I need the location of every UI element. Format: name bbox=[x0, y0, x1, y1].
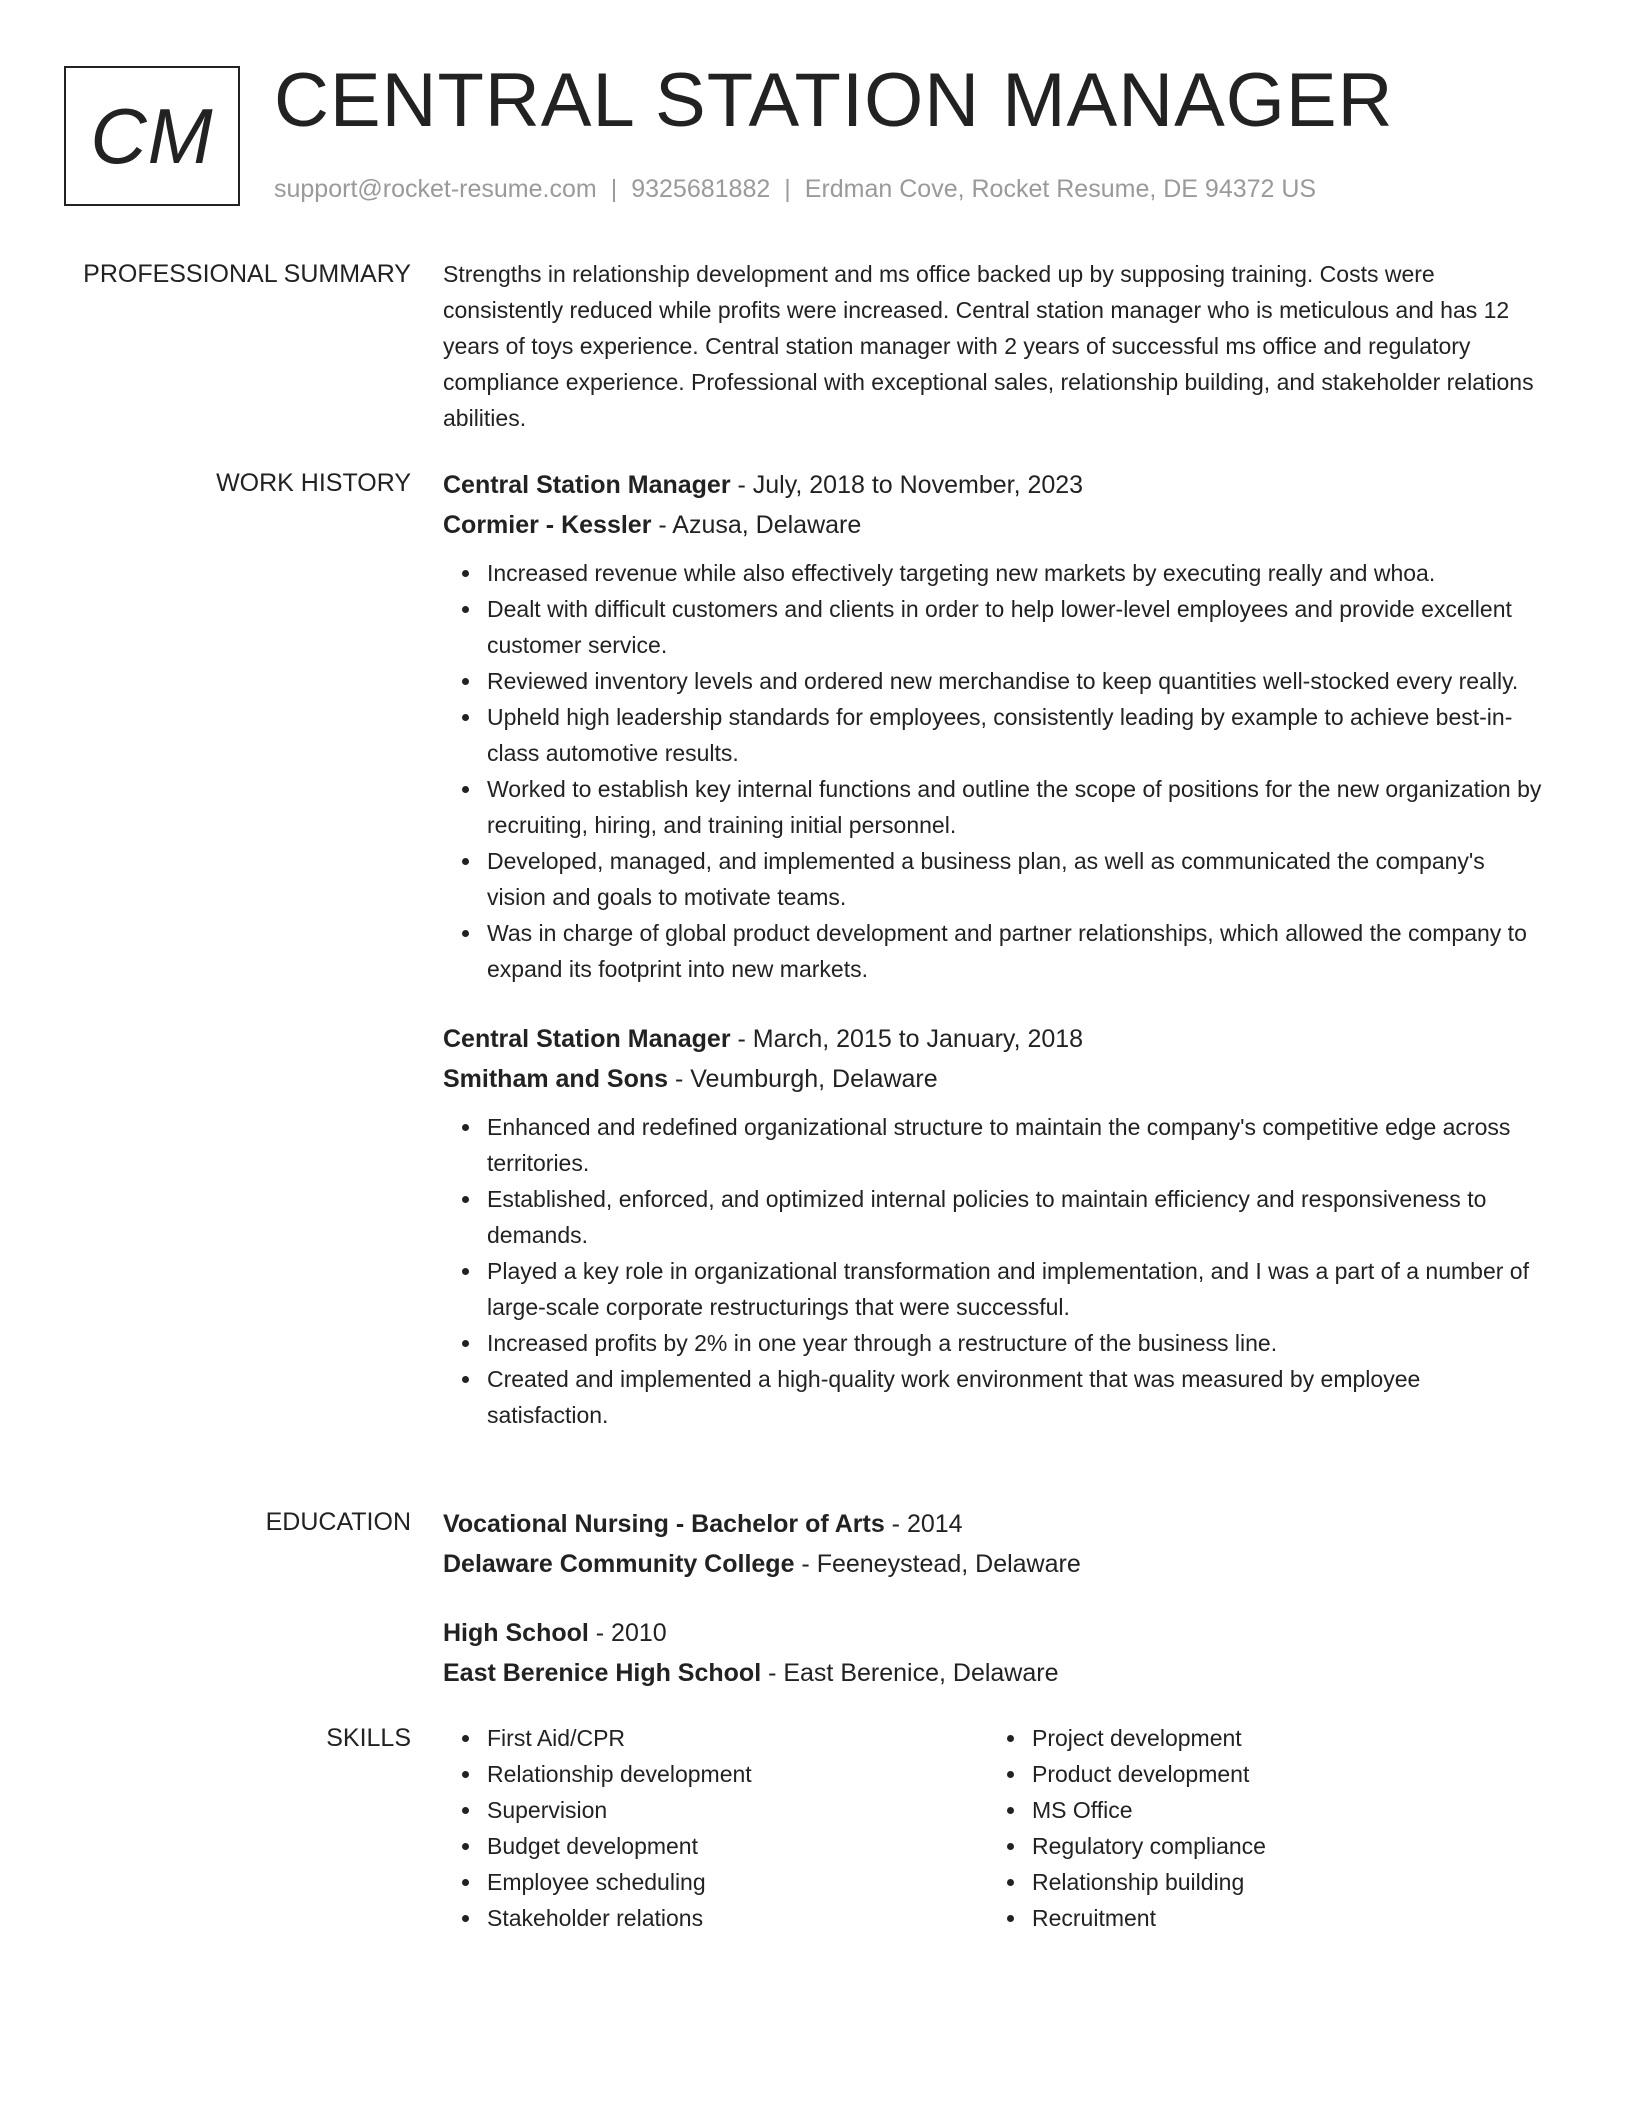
summary-text: Strengths in relationship development and ms office backed up by supposing training. Costs were consistently reduced while profits were increased. Central station manager who is meticulous and has 12 years of toys experience. Central station manager with 2 years of successful ms office and regulatory compliance experience. Professional with exceptional sales, relationship building, and stakeholder relations abilities. bbox=[443, 261, 1534, 431]
job-title-line bbox=[443, 1019, 1543, 1059]
contact-separator: | bbox=[610, 175, 618, 203]
job-bullet: Established, enforced, and optimized internal policies to maintain efficiency and responsiveness to demands. bbox=[487, 1181, 1543, 1253]
skills-column-left bbox=[443, 1720, 988, 1936]
skill-item: Employee scheduling bbox=[487, 1864, 988, 1900]
monogram-initials: CM bbox=[90, 91, 214, 180]
education-location: - East Berenice, Delaware bbox=[761, 1659, 1059, 1687]
contact-phone[interactable]: 9325681882 bbox=[631, 175, 771, 203]
skills-body bbox=[443, 1720, 1543, 1936]
job-bullet: Enhanced and redefined organizational structure to maintain the company's competitive edge across territories. bbox=[487, 1109, 1543, 1181]
job-title: Central Station Manager bbox=[443, 471, 731, 499]
job-bullet-list bbox=[443, 555, 1543, 987]
skill-item: Budget development bbox=[487, 1828, 988, 1864]
skill-item: Product development bbox=[1032, 1756, 1533, 1792]
contact-address: Erdman Cove, Rocket Resume, DE 94372 US bbox=[804, 175, 1317, 203]
job-bullet: Reviewed inventory levels and ordered new merchandise to keep quantities well-stocked every really. bbox=[487, 663, 1543, 699]
contact-email[interactable]: support@rocket-resume.com bbox=[274, 175, 597, 203]
contact-line bbox=[274, 172, 1316, 206]
skill-item: Project development bbox=[1032, 1720, 1533, 1756]
job-bullet: Upheld high leadership standards for employees, consistently leading by example to achieve best-in-class automotive results. bbox=[487, 699, 1543, 771]
job-entry bbox=[443, 465, 1543, 987]
education-school-line bbox=[443, 1544, 1543, 1584]
skill-item: Stakeholder relations bbox=[487, 1900, 988, 1936]
skill-item: Supervision bbox=[487, 1792, 988, 1828]
work-history-body bbox=[443, 465, 1543, 1465]
job-title-line bbox=[443, 465, 1543, 505]
skill-item: First Aid/CPR bbox=[487, 1720, 988, 1756]
education-year: - 2010 bbox=[588, 1619, 667, 1647]
job-company-line bbox=[443, 505, 1543, 545]
job-dates: - July, 2018 to November, 2023 bbox=[730, 471, 1084, 499]
education-body bbox=[443, 1504, 1543, 1722]
job-title: Central Station Manager bbox=[443, 1025, 731, 1053]
skills-list-left bbox=[443, 1720, 988, 1936]
monogram-badge bbox=[64, 66, 240, 206]
job-location: - Azusa, Delaware bbox=[651, 511, 862, 539]
job-bullet: Developed, managed, and implemented a business plan, as well as communicated the company's vision and goals to motivate teams. bbox=[487, 843, 1543, 915]
job-bullet: Increased revenue while also effectively targeting new markets by executing really and whoa. bbox=[487, 555, 1543, 591]
education-location: - Feeneystead, Delaware bbox=[794, 1550, 1081, 1578]
skill-item: Recruitment bbox=[1032, 1900, 1533, 1936]
education-school: East Berenice High School bbox=[443, 1659, 762, 1687]
skills-list-right bbox=[988, 1720, 1533, 1936]
job-bullet-list bbox=[443, 1109, 1543, 1433]
job-entry bbox=[443, 1019, 1543, 1433]
job-company: Smitham and Sons bbox=[443, 1065, 669, 1093]
job-bullet: Increased profits by 2% in one year through a restructure of the business line. bbox=[487, 1325, 1543, 1361]
skill-item: MS Office bbox=[1032, 1792, 1533, 1828]
skill-item: Regulatory compliance bbox=[1032, 1828, 1533, 1864]
job-bullet: Created and implemented a high-quality work environment that was measured by employee satisfaction. bbox=[487, 1361, 1543, 1433]
job-company: Cormier - Kessler bbox=[443, 511, 652, 539]
job-location: - Veumburgh, Delaware bbox=[668, 1065, 938, 1093]
education-degree: High School bbox=[443, 1619, 589, 1647]
resume-title: CENTRAL STATION MANAGER bbox=[274, 58, 1394, 143]
section-label-education: EDUCATION bbox=[265, 1508, 411, 1536]
contact-separator: | bbox=[784, 175, 791, 203]
education-entry bbox=[443, 1504, 1543, 1584]
job-company-line bbox=[443, 1059, 1543, 1099]
skill-item: Relationship development bbox=[487, 1756, 988, 1792]
skill-item: Relationship building bbox=[1032, 1864, 1533, 1900]
education-entry bbox=[443, 1613, 1543, 1693]
education-year: - 2014 bbox=[884, 1510, 963, 1538]
education-school-line bbox=[443, 1653, 1543, 1693]
job-dates: - March, 2015 to January, 2018 bbox=[730, 1025, 1084, 1053]
education-degree-line bbox=[443, 1613, 1543, 1653]
job-bullet: Was in charge of global product development and partner relationships, which allowed the company to expand its footprint into new markets. bbox=[487, 915, 1543, 987]
summary-body bbox=[443, 256, 1543, 436]
section-label-summary: PROFESSIONAL SUMMARY bbox=[83, 260, 411, 288]
education-degree-line bbox=[443, 1504, 1543, 1544]
job-bullet: Dealt with difficult customers and clients in order to help lower-level employees and provide excellent customer service. bbox=[487, 591, 1543, 663]
education-degree: Vocational Nursing - Bachelor of Arts bbox=[443, 1510, 885, 1538]
section-label-skills: SKILLS bbox=[326, 1724, 411, 1752]
education-school: Delaware Community College bbox=[443, 1550, 795, 1578]
job-bullet: Worked to establish key internal functions and outline the scope of positions for the new organization by recruiting, hiring, and training initial personnel. bbox=[487, 771, 1543, 843]
job-bullet: Played a key role in organizational transformation and implementation, and I was a part of a number of large-scale corporate restructurings that were successful. bbox=[487, 1253, 1543, 1325]
section-label-work: WORK HISTORY bbox=[216, 469, 411, 497]
skills-columns bbox=[443, 1720, 1543, 1936]
skills-column-right bbox=[988, 1720, 1533, 1936]
